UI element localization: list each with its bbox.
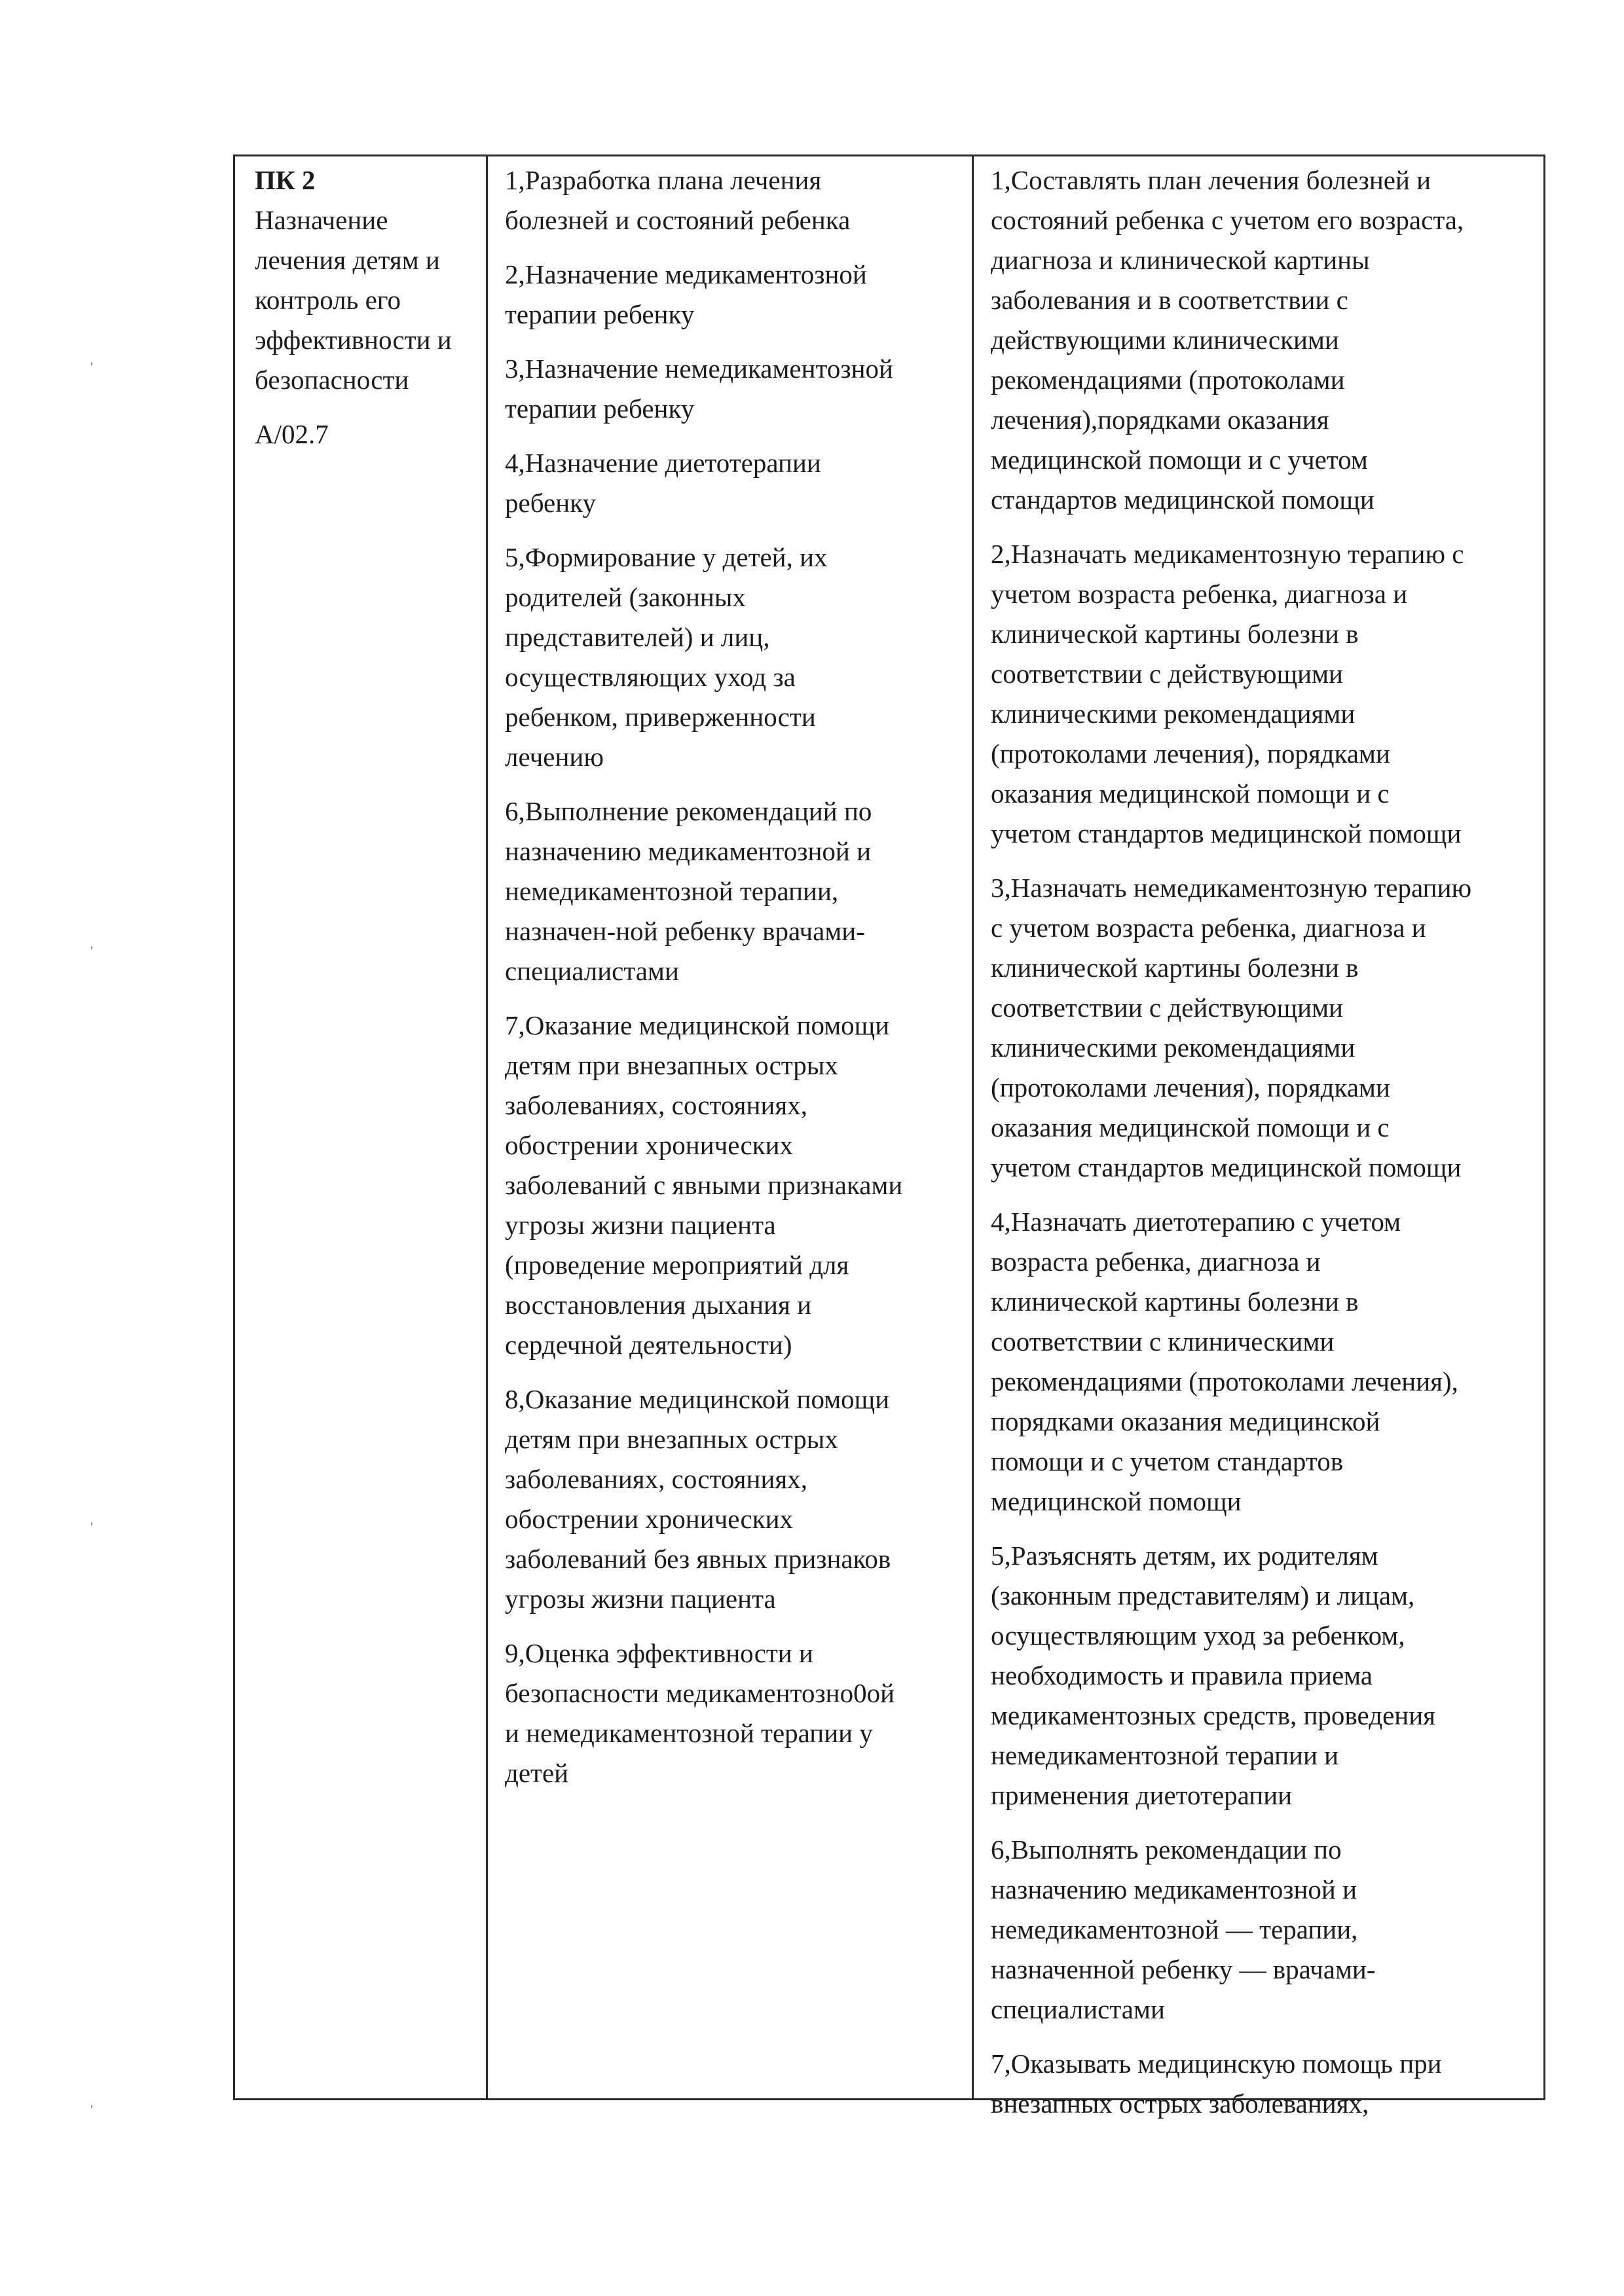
skill-line: соответствии с действующими xyxy=(991,993,1343,1023)
labor-action-line: 2,Назначение медикаментозной xyxy=(505,259,867,289)
labor-action-line: (проведение мероприятий для xyxy=(505,1250,849,1280)
margin-mark: ' xyxy=(90,943,93,959)
skill-line: 5,Разъяснять детям, их родителям xyxy=(991,1540,1378,1571)
competency-title-line: контроль его xyxy=(255,285,401,315)
labor-action-item xyxy=(505,1379,967,1619)
labor-actions-cell xyxy=(488,156,974,2098)
labor-action-line: болезней и состояний ребенка xyxy=(505,205,851,235)
skill-line: оказания медицинской помощи и с xyxy=(991,1112,1390,1142)
skill-item xyxy=(991,868,1538,1188)
labor-action-line: ребенком, приверженности xyxy=(505,702,816,732)
skill-line: лечения),порядками оказания xyxy=(991,405,1329,435)
skill-line: порядками оказания медицинской xyxy=(991,1406,1380,1436)
labor-action-line: восстановления дыхания и xyxy=(505,1290,812,1320)
skill-line: 6,Выполнять рекомендации по xyxy=(991,1834,1342,1865)
labor-action-line: специалистами xyxy=(505,956,679,986)
labor-action-line: угрозы жизни пациента xyxy=(505,1210,776,1240)
skill-line: назначению медикаментозной и xyxy=(991,1874,1357,1904)
skill-line: действующими клиническими xyxy=(991,325,1339,355)
function-code: A/02.7 xyxy=(255,419,329,449)
margin-mark: ' xyxy=(90,2102,93,2118)
labor-action-line: 5,Формирование у детей, их xyxy=(505,542,828,572)
skill-item xyxy=(991,1830,1538,2030)
skill-line: клинической картины болезни в xyxy=(991,953,1359,983)
labor-action-item xyxy=(505,443,967,523)
skill-line: возраста ребенка, диагноза и xyxy=(991,1247,1321,1277)
labor-action-line: 3,Назначение немедикаментозной xyxy=(505,354,893,384)
competency-cell xyxy=(235,156,488,2098)
labor-action-line: терапии ребенку xyxy=(505,299,695,329)
skill-line: (законным представителям) и лицам, xyxy=(991,1580,1415,1611)
labor-action-item xyxy=(505,255,967,335)
competency-title-line: безопасности xyxy=(255,365,409,395)
skills-cell xyxy=(974,156,1543,2119)
skill-line: соответствии с действующими xyxy=(991,659,1343,689)
skill-line: немедикаментозной — терапии, xyxy=(991,1914,1358,1944)
labor-action-line: детям при внезапных острых xyxy=(505,1050,838,1080)
labor-action-line: детей xyxy=(505,1758,569,1788)
labor-action-line: заболеваниях, состояниях, xyxy=(505,1090,807,1120)
skill-line: осуществляющим уход за ребенком, xyxy=(991,1620,1405,1650)
skill-item xyxy=(991,160,1538,520)
skill-line: рекомендациями (протоколами xyxy=(991,365,1345,395)
competency-title-line: эффективности и xyxy=(255,325,452,355)
labor-action-item xyxy=(505,538,967,777)
labor-action-item xyxy=(505,1006,967,1365)
labor-action-line: ребенку xyxy=(505,488,596,518)
labor-action-item xyxy=(505,792,967,991)
skill-line: назначенной ребенку — врачами- xyxy=(991,1954,1376,1984)
skill-line: медикаментозных средств, проведения xyxy=(991,1700,1436,1730)
margin-mark: ' xyxy=(90,1519,93,1535)
skill-line: (протоколами лечения), порядками xyxy=(991,738,1390,769)
skill-item xyxy=(991,2044,1538,2124)
skill-line: применения диетотерапии xyxy=(991,1780,1293,1810)
labor-action-line: заболеваний без явных признаков xyxy=(505,1544,891,1574)
competency-title-line: Назначение xyxy=(255,205,388,235)
labor-action-line: осуществляющих уход за xyxy=(505,662,796,692)
skill-line: (протоколами лечения), порядками xyxy=(991,1072,1390,1102)
skill-line: оказания медицинской помощи и с xyxy=(991,778,1390,809)
skill-line: внезапных острых заболеваниях, xyxy=(991,2088,1369,2119)
skill-line: 1,Составлять план лечения болезней и xyxy=(991,165,1431,195)
labor-action-line: 8,Оказание медицинской помощи xyxy=(505,1384,890,1414)
skill-item xyxy=(991,1536,1538,1815)
competency-code: ПК 2 xyxy=(255,165,316,195)
skill-item xyxy=(991,1202,1538,1522)
skill-line: заболевания и в соответствии с xyxy=(991,285,1348,315)
labor-action-line: заболеваниях, состояниях, xyxy=(505,1464,807,1494)
labor-action-line: лечению xyxy=(505,742,604,772)
skill-line: необходимость и правила приема xyxy=(991,1660,1373,1690)
labor-action-line: 1,Разработка плана лечения xyxy=(505,165,822,195)
skill-item xyxy=(991,534,1538,854)
labor-action-line: родителей (законных xyxy=(505,582,746,612)
labor-action-line: обострении хронических xyxy=(505,1504,794,1534)
skill-line: клинической картины болезни в xyxy=(991,619,1359,649)
skill-line: диагноза и клинической картины xyxy=(991,245,1370,275)
skill-line: соответствии с клиническими xyxy=(991,1326,1335,1357)
skill-line: клиническими рекомендациями xyxy=(991,1032,1356,1063)
labor-action-line: 6,Выполнение рекомендаций по xyxy=(505,796,872,826)
labor-action-line: представителей) и лиц, xyxy=(505,622,770,652)
labor-action-line: 7,Оказание медицинской помощи xyxy=(505,1010,890,1040)
labor-action-line: обострении хронических xyxy=(505,1130,794,1160)
labor-action-line: заболеваний с явными признаками xyxy=(505,1170,903,1200)
skill-line: 2,Назначать медикаментозную терапию с xyxy=(991,539,1464,569)
labor-action-line: назначен-ной ребенку врачами- xyxy=(505,916,865,946)
skill-line: помощи и с учетом стандартов xyxy=(991,1446,1344,1476)
skill-line: учетом стандартов медицинской помощи xyxy=(991,818,1462,848)
labor-action-line: и немедикаментозной терапии у xyxy=(505,1718,873,1748)
skill-line: клиническими рекомендациями xyxy=(991,699,1356,729)
skill-line: немедикаментозной терапии и xyxy=(991,1740,1339,1770)
skill-line: учетом стандартов медицинской помощи xyxy=(991,1152,1462,1182)
skill-line: специалистами xyxy=(991,1994,1165,2024)
skill-line: 4,Назначать диетотерапию с учетом xyxy=(991,1207,1401,1237)
skill-line: 3,Назначать немедикаментозную терапию xyxy=(991,873,1472,903)
competency-title-line: лечения детям и xyxy=(255,245,440,275)
competency-table xyxy=(233,155,1545,2119)
skill-line: рекомендациями (протоколами лечения), xyxy=(991,1366,1458,1396)
labor-action-item xyxy=(505,160,967,240)
labor-action-item xyxy=(505,1633,967,1793)
skill-line: 7,Оказывать медицинскую помощь при xyxy=(991,2049,1442,2079)
labor-action-item xyxy=(505,349,967,429)
labor-action-line: детям при внезапных острых xyxy=(505,1424,838,1454)
skill-line: учетом возраста ребенка, диагноза и xyxy=(991,579,1408,609)
skill-line: медицинской помощи и с учетом xyxy=(991,445,1368,475)
labor-action-line: немедикаментозной терапии, xyxy=(505,876,839,906)
skill-line: состояний ребенка с учетом его возраста, xyxy=(991,205,1464,235)
skill-line: стандартов медицинской помощи xyxy=(991,484,1375,515)
labor-action-line: 4,Назначение диетотерапии xyxy=(505,448,821,478)
labor-action-line: назначению медикаментозной и xyxy=(505,836,872,866)
skill-line: клинической картины болезни в xyxy=(991,1286,1359,1317)
labor-action-line: безопасности медикаментозно0ой xyxy=(505,1678,895,1708)
skill-line: медицинской помощи xyxy=(991,1486,1242,1516)
labor-action-line: сердечной деятельности) xyxy=(505,1330,792,1360)
skill-line: с учетом возраста ребенка, диагноза и xyxy=(991,913,1426,943)
margin-mark: ' xyxy=(90,359,93,375)
labor-action-line: 9,Оценка эффективности и xyxy=(505,1638,813,1668)
labor-action-line: угрозы жизни пациента xyxy=(505,1584,776,1614)
labor-action-line: терапии ребенку xyxy=(505,393,695,424)
